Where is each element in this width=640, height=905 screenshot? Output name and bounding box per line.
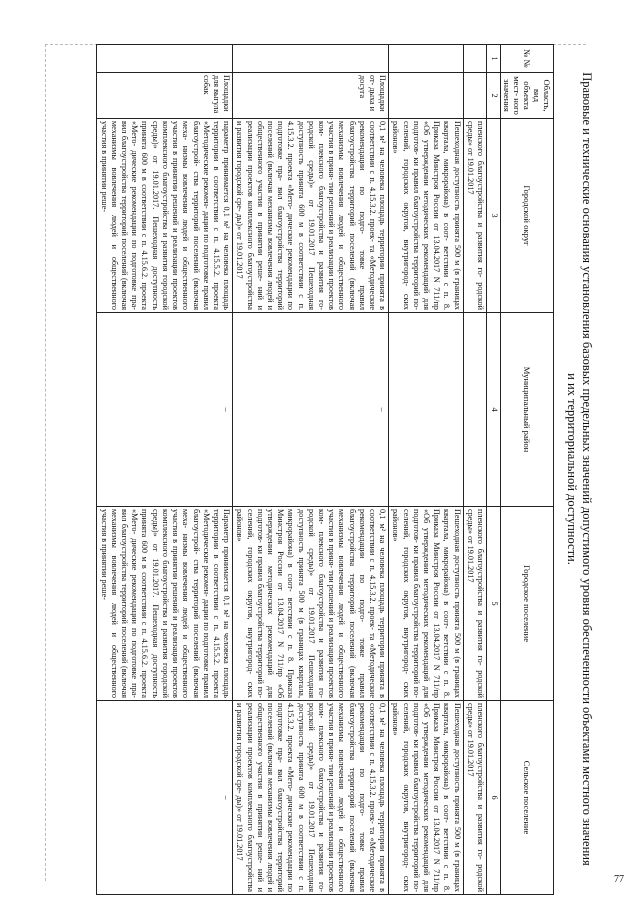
cell-rural: 0,1 м² на человека площадь территории принята в соответствии с п. 4.15.3.2. проек- та «Методические рекомендации по подго- товке правил благоустройства территорий поселений (включая механизмы вовлечения людей и общественного участия в приня- тии решений и реализации проектов ком- плексного благоустройства и развития го- родской среды)» от 19.01.2017 Пешеходная доступность принята 600 м в соответствии с п. 4.15.3.2. проекта «Мето- дические рекомендации по подготовке пра- вил благоустройства территорий поселений (включая механизмы вовлечения людей и общественного участия в принятии реше- ний и реализации проектов комплексного благоустройства и развития городской сре- ды)» от 19.01.2017 bbox=[233, 701, 389, 895]
cell-city: параметр принимается 0,1 м² на человека площадь территории в соответствии с п. 4.15.5.2. проекта «Методические рекомен- дации по подготовке правил благоустрой- ства территорий поселений (включая меха- низмы вовлечения людей и общественного участия в принятии решений и реализации проектов комплексного благоустройства и развития городской среды)» от 19.01.2017. Пешеходная доступность принята 600 м в соответствии с п. 4.15.6.2. проекта «Мето- дические рекомендации по подготовке пра- вил благоустройства территорий поселений (включая механизмы вовлечения людей и общественного участия в принятии реше- bbox=[97, 119, 233, 313]
page-number: 77 bbox=[614, 874, 624, 885]
header-district: Муниципальный район bbox=[501, 313, 554, 507]
header-city: Городской округ bbox=[501, 119, 554, 313]
cell-object: Площадки для выгула собак bbox=[97, 73, 233, 119]
cell-num bbox=[463, 45, 486, 73]
column-number-row bbox=[487, 45, 501, 895]
table-row bbox=[97, 45, 233, 895]
header-rural: Сельское поселение bbox=[501, 701, 554, 895]
cell-district bbox=[389, 313, 463, 507]
cell-rural: Пешеходная доступность принята 500 м (в границах квартала, микрорайона) в соот- ветствии с п. 8. Приказа Минстроя России от 13.04.2017 N 711/пр «Об утверждении методических рекомендаций для подготов- ки правил благоустройства территорий по- селений, городских округов, внутригород- ских районов» bbox=[389, 701, 463, 895]
col-number: 5 bbox=[487, 507, 501, 701]
cell-district bbox=[463, 313, 486, 507]
table-row bbox=[389, 45, 463, 895]
cell-rural: пленского благоустройства и развития го- родской среды» от 19.01.2017 bbox=[463, 701, 486, 895]
document-title bbox=[556, 44, 594, 894]
rotated-landscape-content bbox=[74, 44, 594, 894]
cell-urban: Параметр принимается 0,1 м² на человека площадь территории в соответствии с п. 4.15.5.2. проекта «Методические рекомен- дации по подготовке правил благоустрой- ства территорий поселений (включая меха- низмы вовлечения людей и общественного участия в принятии решений и реализации проектов комплексного благоустройства и развития городской среды)» от 19.01.2017. Пешеходная доступность принята 600 м в соответствии с п. 4.15.6.2. проекта «Мето- дические рекомендации по подготовке пра- вил благоустройства территорий поселений (включая механизмы вовлечения людей и общественного участия в принятии реше- bbox=[97, 507, 233, 701]
header-num: № № bbox=[501, 45, 554, 73]
cell-district: – bbox=[233, 313, 389, 507]
col-number: 1 bbox=[487, 45, 501, 73]
header-urban: Городское поселение bbox=[501, 507, 554, 701]
table-row bbox=[233, 45, 389, 895]
cell-city: 0,1 м² на человека площадь территории принята в соответствии с п. 4.15.3.2. проек- та «Методические рекомендации по подго- товке правил благоустройства территорий поселений (включая механизмы вовлечения людей и общественного участия в приня- тии решений и реализации проектов ком- плексного благоустройства и развития го- родской среды)» от 19.01.2017 Пешеходная доступность принята 600 м в соответствии с п. 4.15.3.2. проекта «Мето- дические рекомендации по подготовке пра- вил благоустройства территорий поселений (включая механизмы вовлечения людей и общественного участия в принятии реше- ний и реализации проектов комплексного благоустройства и развития городской сре- ды)» от 19.01.2017 bbox=[233, 119, 389, 313]
col-number: 6 bbox=[487, 701, 501, 895]
title-line-2: и их территориальной доступности. bbox=[565, 373, 579, 565]
header-row bbox=[501, 45, 554, 895]
cell-object bbox=[389, 73, 463, 119]
title-line-1: Правовые и технические основания установления базовых предельных значений допустимого уровня обеспеченности объектами местного значения bbox=[580, 72, 594, 866]
cell-urban: Пешеходная доступность принята 500 м (в границах квартала, микрорайона) в соот- ветствии с п. 8. Приказа Минстроя России от 13.04.2017 N 711/пр «Об утверждении методических рекомендаций для подготов- ки правил благоустройства территорий по- селений, городских округов, внутригород- ских районов» bbox=[389, 507, 463, 701]
cell-city: пленского благоустройства и развития го- родской среды» от 19.01.2017 bbox=[463, 119, 486, 313]
cell-district: – bbox=[97, 313, 233, 507]
col-number: 2 bbox=[487, 73, 501, 119]
cell-object bbox=[463, 73, 486, 119]
col-number: 4 bbox=[487, 313, 501, 507]
standards-table bbox=[96, 44, 554, 895]
cell-num bbox=[233, 45, 389, 73]
col-number: 3 bbox=[487, 119, 501, 313]
header-object: Область, вид объекта мест- ного значения bbox=[501, 73, 554, 119]
cell-urban: пленского благоустройства и развития го- родской среды» от 19.01.2017 bbox=[463, 507, 486, 701]
cell-num bbox=[389, 45, 463, 73]
cell-num bbox=[97, 45, 233, 73]
cell-city: Пешеходная доступность принята 500 м (в границах квартала, микрорайона) в соот- ветствии с п. 8. Приказа Минстроя России от 13.04.2017 N 711/пр «Об утверждении методических рекомендаций для подготов- ки правил благоустройства территорий по- селений, городских округов, внутригород- ских районов» bbox=[389, 119, 463, 313]
table-row bbox=[463, 45, 486, 895]
cell-rural: – bbox=[97, 701, 233, 895]
cell-object: Площадки от- дыха и досуга bbox=[233, 73, 389, 119]
cell-urban: 0,1 м² на человека площадь территории принята в соответствии с п. 4.15.3.2. проек- та «Методические рекомендации по подго- товке правил благоустройства территорий поселений (включая механизмы вовлечения людей и общественного участия в приня- тии решений и реализации проектов ком- плексного благоустройства и развития го- родской среды)» от 19.01.2017 Пешеходная доступность принята 500 м (в границах квартала, микрорайона) в соот- ветствии с п. 8. Приказа Минстроя России от 13.04.2017 N 711/пр «Об утверждении методических рекомендаций для подготов- ки правил благоустройства территорий по- селений, городских округов, внутригород- ских районов» bbox=[233, 507, 389, 701]
